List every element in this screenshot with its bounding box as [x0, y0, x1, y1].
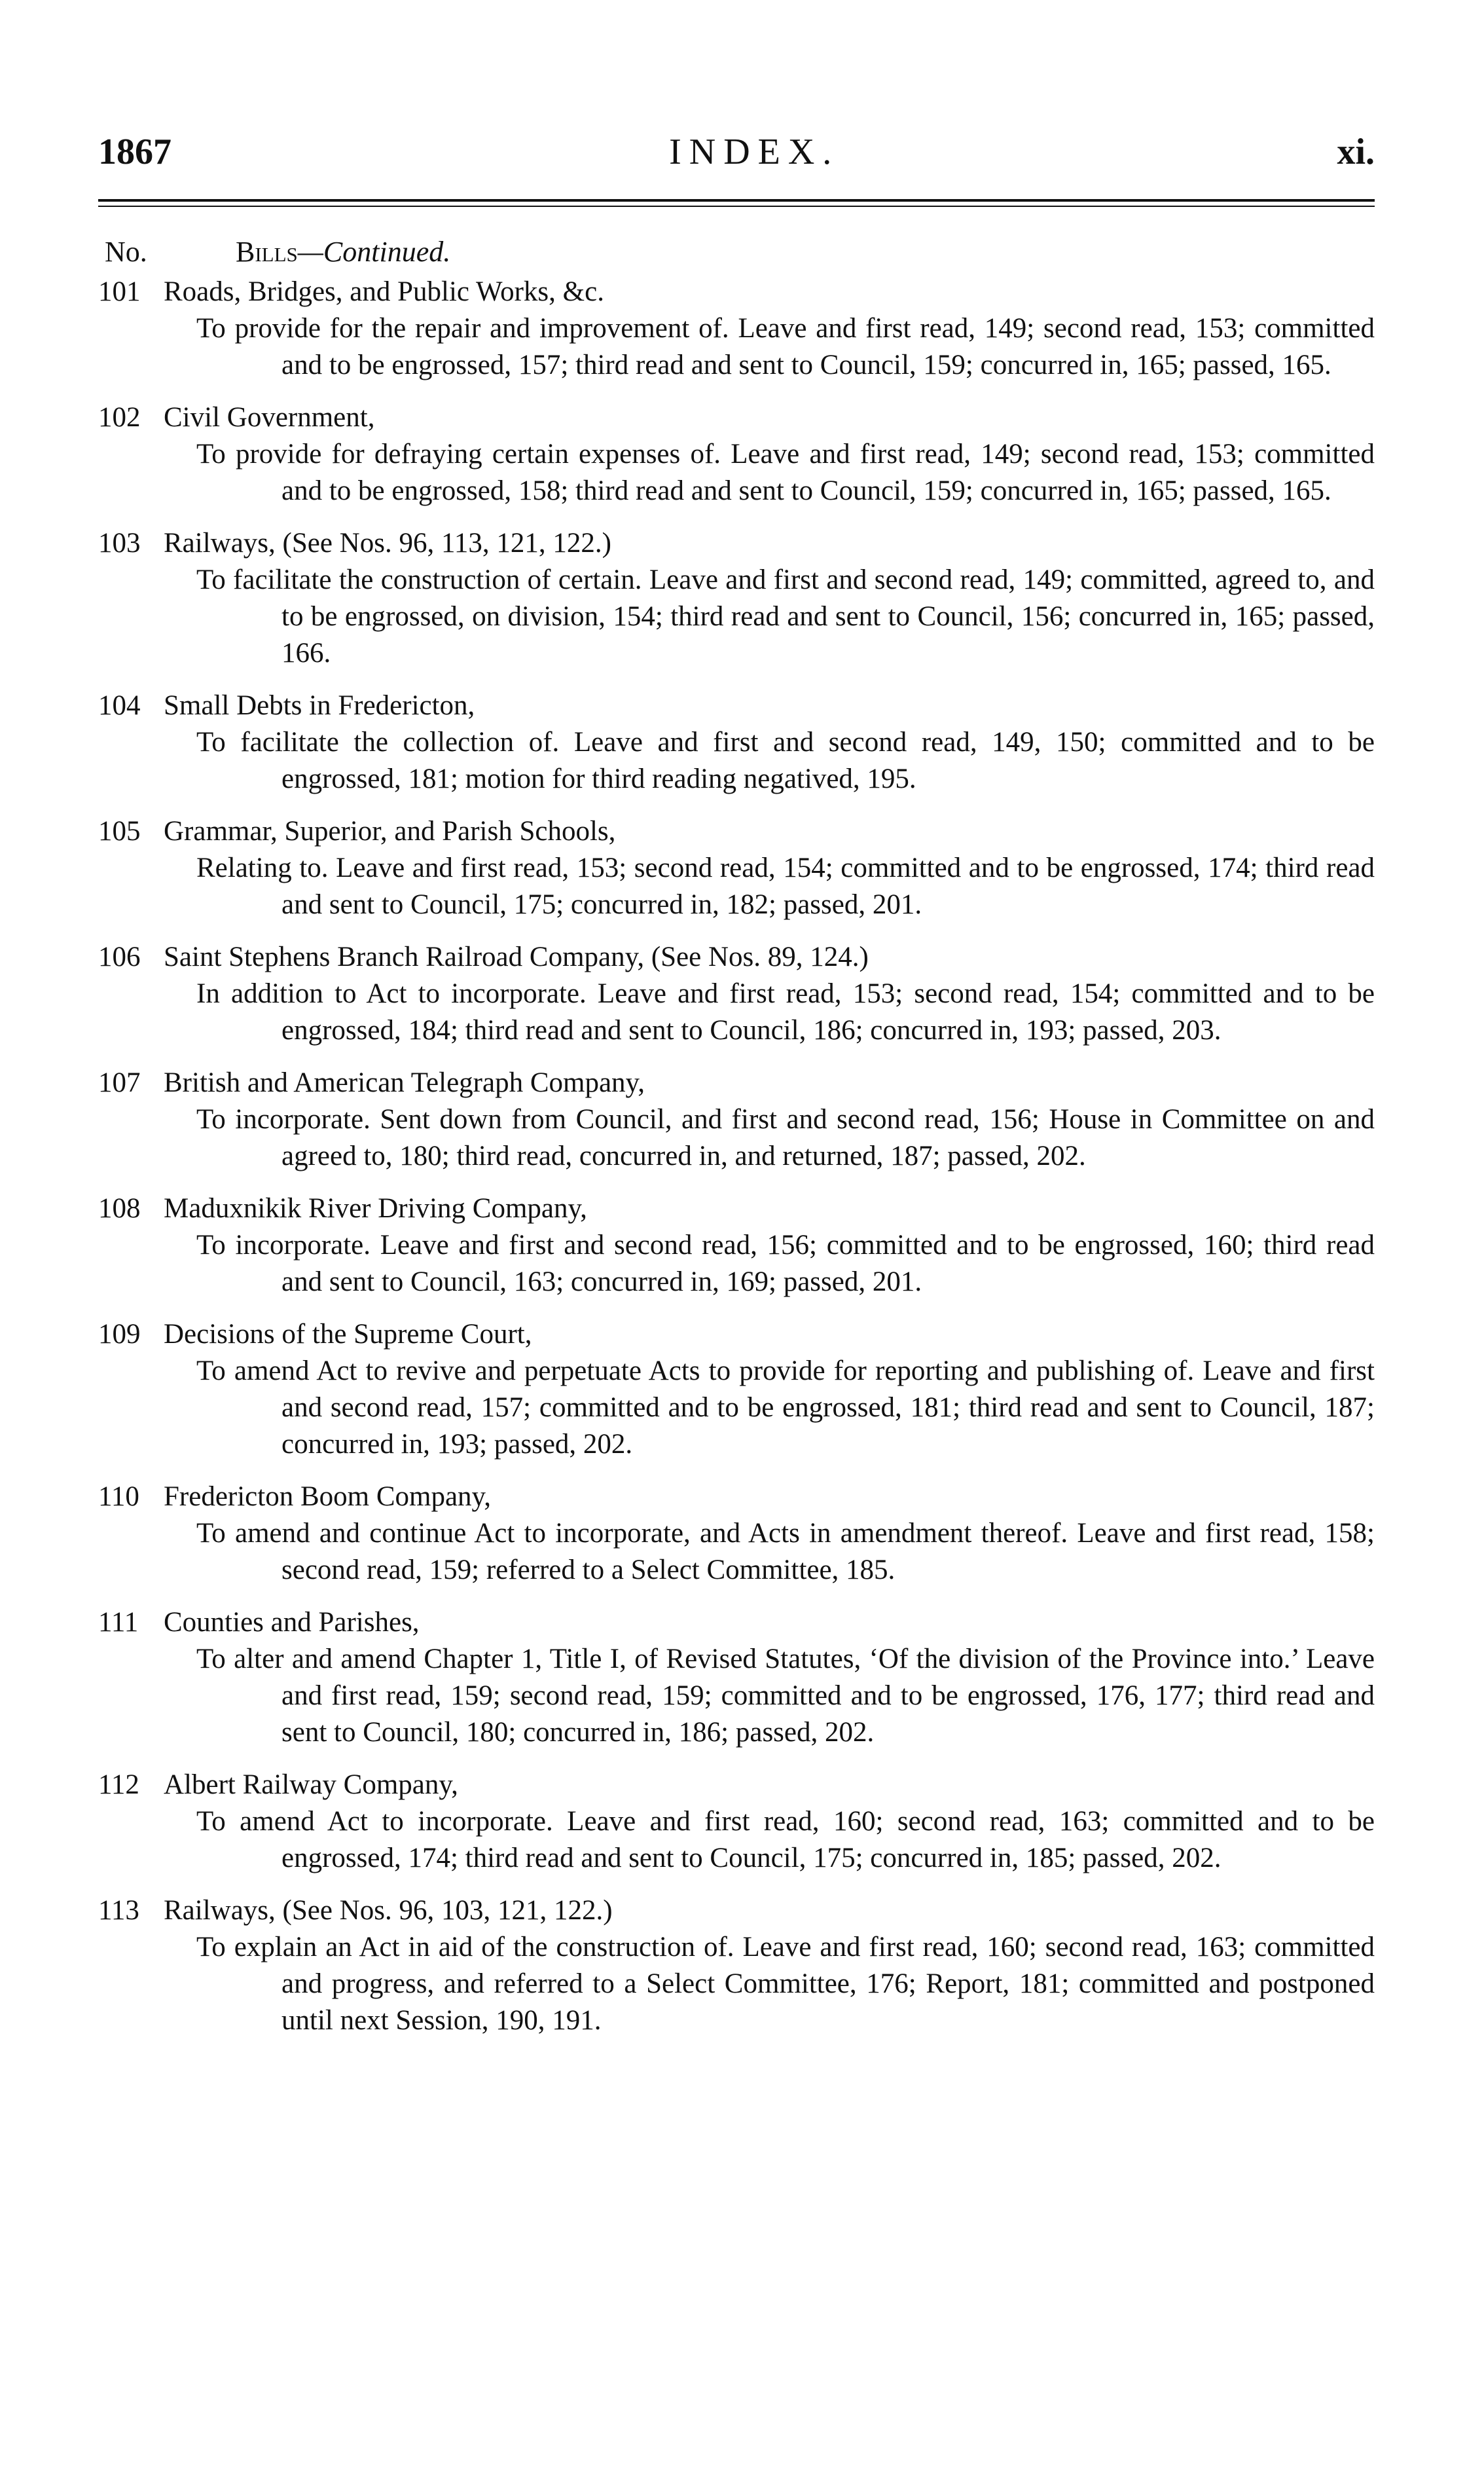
index-page — [98, 131, 1375, 2055]
column-heading — [98, 233, 1375, 271]
entry-description: To provide for the repair and improvement of. Leave and first read, 149; second read, 153; committed and to be engrossed, 157; third read and sent to Council, 159; concurred in, 165; passed, 165. — [196, 313, 1375, 380]
entry-title: Decisions of the Supreme Court, — [164, 1319, 532, 1350]
entry-number: 113 — [98, 1895, 139, 1926]
index-entry — [98, 688, 1375, 798]
entry-number: 102 — [98, 402, 141, 433]
entry-title: Railways, (See Nos. 96, 103, 121, 122.) — [164, 1895, 613, 1926]
entry-title: Roads, Bridges, and Public Works, &c. — [164, 276, 604, 307]
index-entry — [98, 939, 1375, 1049]
entry-number: 109 — [98, 1319, 141, 1350]
entry-description: Relating to. Leave and first read, 153; second read, 154; committed and to be engrossed, 174; third read and sent to Council, 175; concurred in, 182; passed, 201. — [196, 853, 1375, 920]
entry-number: 101 — [98, 276, 141, 307]
index-entry — [98, 1316, 1375, 1463]
entry-description: To provide for defraying certain expenses of. Leave and first read, 149; second read, 153; committed and to be engrossed, 158; third read and sent to Council, 159; concurred in, 165; passed, 165. — [196, 439, 1375, 506]
index-entry — [98, 1604, 1375, 1751]
header-page-number: xi. — [1337, 132, 1375, 172]
entry-title: British and American Telegraph Company, — [164, 1067, 645, 1098]
entry-description: To facilitate the construction of certain. Leave and first and second read, 149; committed, agreed to, and to be engrossed, on division, 154; third read and sent to Council, 156; concurred in, 165; passed, 166. — [196, 564, 1375, 669]
entry-description: To amend Act to revive and perpetuate Acts to provide for reporting and publishing of. Leave and first and second read, 157; committed and to be engrossed, 181; third read and sent to Council, 187; concurred in, 193; passed, 202. — [196, 1355, 1375, 1460]
entry-description: In addition to Act to incorporate. Leave and first read, 153; second read, 154; committed and to be engrossed, 184; third read and sent to Council, 186; concurred in, 193; passed, 203. — [196, 978, 1375, 1046]
entry-description: To incorporate. Leave and first and second read, 156; committed and to be engrossed, 160; third read and sent to Council, 163; concurred in, 169; passed, 201. — [196, 1230, 1375, 1297]
header-year: 1867 — [98, 132, 172, 172]
index-entry — [98, 1767, 1375, 1877]
index-entries — [98, 274, 1375, 2039]
entry-description: To alter and amend Chapter 1, Title I, of Revised Statutes, ‘Of the division of the Province into.’ Leave and first read, 159; second read, 159; committed and to be engrossed, 176, 177; third read and sent to Council, 180; concurred in, 186; passed, 202. — [196, 1644, 1375, 1748]
index-entry — [98, 274, 1375, 384]
page-header — [98, 131, 1375, 183]
entry-title: Maduxnikik River Driving Company, — [164, 1193, 587, 1224]
entry-description: To amend Act to incorporate. Leave and first read, 160; second read, 163; committed and to be engrossed, 174; third read and sent to Council, 175; concurred in, 185; passed, 202. — [196, 1806, 1375, 1873]
entry-number: 110 — [98, 1481, 139, 1512]
index-entry — [98, 1892, 1375, 2039]
entry-description: To explain an Act in aid of the construction of. Leave and first read, 160; second read, 163; committed and progress, and referred to a Select Committee, 176; Report, 181; committed and postponed until next Session, 190, 191. — [196, 1932, 1375, 2036]
entry-title: Railways, (See Nos. 96, 113, 121, 122.) — [164, 528, 611, 559]
column-heading-continued: —Continued. — [297, 236, 451, 268]
index-entry — [98, 525, 1375, 672]
entry-number: 106 — [98, 942, 141, 972]
entry-title: Civil Government, — [164, 402, 375, 433]
header-title: INDEX. — [669, 132, 840, 172]
entry-number: 103 — [98, 528, 141, 559]
entry-title: Fredericton Boom Company, — [164, 1481, 492, 1512]
entry-title: Grammar, Superior, and Parish Schools, — [164, 816, 616, 847]
index-entry — [98, 399, 1375, 509]
index-entry — [98, 1190, 1375, 1300]
entry-number: 107 — [98, 1067, 141, 1098]
index-entry — [98, 1065, 1375, 1175]
entry-number: 104 — [98, 690, 141, 721]
column-heading-no: No. — [105, 236, 147, 268]
entry-description: To incorporate. Sent down from Council, and first and second read, 156; House in Committee on and agreed to, 180; third read, concurred in, and returned, 187; passed, 202. — [196, 1104, 1375, 1171]
entry-title: Saint Stephens Branch Railroad Company, (See Nos. 89, 124.) — [164, 942, 869, 972]
entry-title: Albert Railway Company, — [164, 1769, 458, 1800]
index-entry — [98, 1479, 1375, 1589]
entry-title: Small Debts in Fredericton, — [164, 690, 475, 721]
entry-number: 108 — [98, 1193, 141, 1224]
entry-title: Counties and Parishes, — [164, 1607, 420, 1638]
index-entry — [98, 813, 1375, 923]
entry-number: 111 — [98, 1607, 139, 1638]
entry-description: To facilitate the collection of. Leave and first and second read, 149, 150; committed and to be engrossed, 181; motion for third reading negatived, 195. — [196, 727, 1375, 794]
entry-number: 112 — [98, 1769, 139, 1800]
entry-description: To amend and continue Act to incorporate, and Acts in amendment thereof. Leave and first read, 158; second read, 159; referred to a Select Committee, 185. — [196, 1518, 1375, 1585]
entry-number: 105 — [98, 816, 141, 847]
column-heading-section: Bills — [236, 236, 298, 268]
header-rule — [98, 199, 1375, 207]
